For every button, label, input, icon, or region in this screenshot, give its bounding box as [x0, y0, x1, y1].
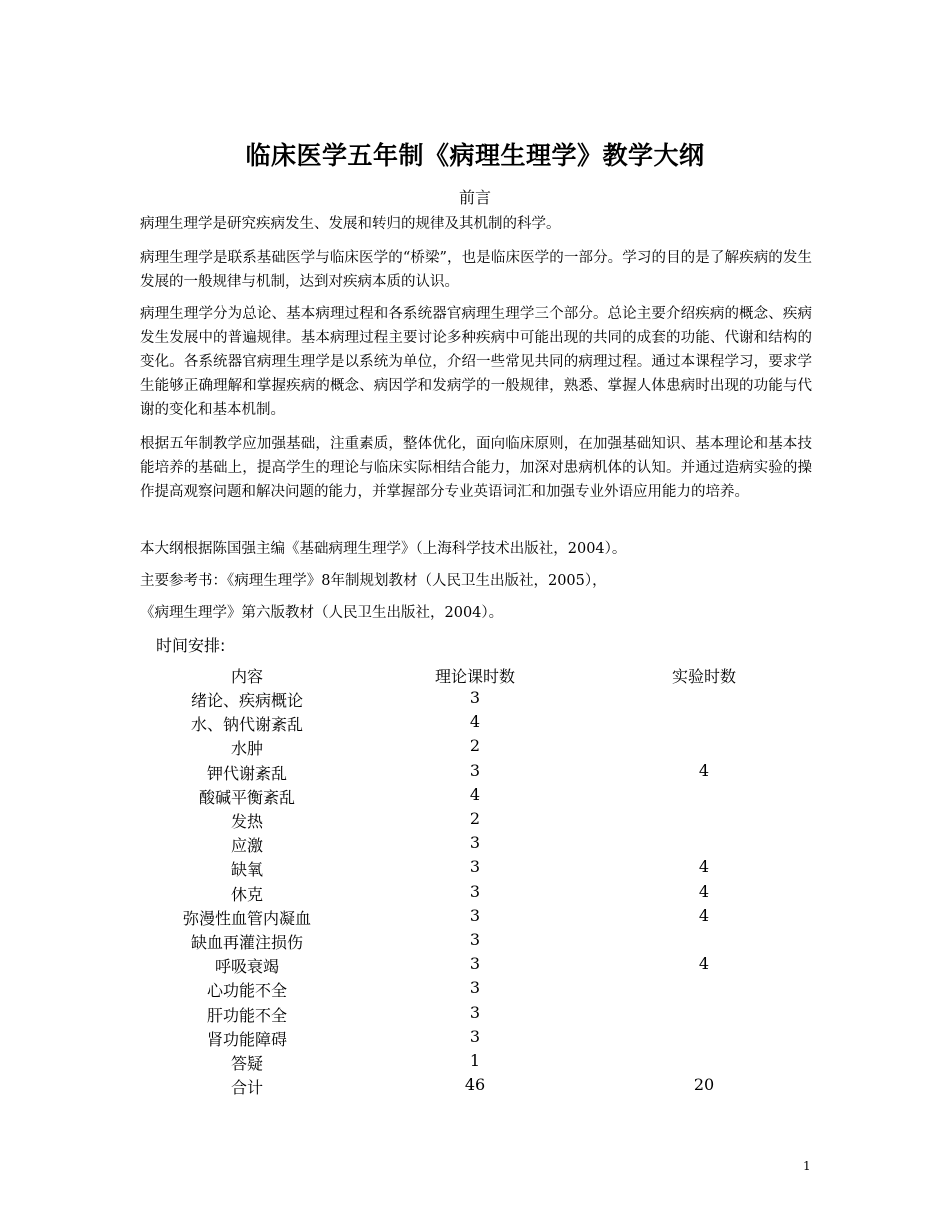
table-row: [0, 930, 950, 954]
table-row: [0, 833, 950, 857]
row-content: 心功能不全: [206, 981, 287, 1001]
row-theory-hours: 3: [469, 954, 481, 974]
reference-line-2: 《病理生理学》第六版教材（人民卫生出版社，2004）。: [140, 605, 504, 621]
document-title: 临床医学五年制《病理生理学》教学大纲: [245, 141, 705, 170]
table-row: [0, 688, 950, 712]
row-lab-hours: 20: [693, 1075, 715, 1095]
row-lab-hours: 4: [698, 954, 710, 974]
paragraph-2: 病理生理学是联系基础医学与临床医学的“桥梁”，也是临床医学的一部分。学习的目的是了解疾病的发生发展的一般规律与机制，达到对疾病本质的认识。: [140, 250, 812, 290]
row-lab-hours: 4: [698, 857, 710, 877]
paragraph-1: 病理生理学是研究疾病发生、发展和转归的规律及其机制的科学。: [140, 216, 561, 232]
table-row: [0, 857, 950, 881]
header-content: 内容: [230, 667, 263, 686]
row-theory-hours: 4: [469, 784, 481, 804]
table-row: [0, 761, 950, 785]
reference-line-1: 主要参考书：《病理生理学》8年制规划教材（人民卫生出版社，2005），: [140, 573, 607, 589]
paragraph-3: 病理生理学分为总论、基本病理过程和各系统器官病理生理学三个部分。总论主要介绍疾病的概念、疾病发生发展中的普遍规律。基本病理过程主要讨论多种疾病中可能出现的共同的成套的功能、代谢和结构的变化。各系统器官病理生理学是以系统为单位，介绍一些常见共同的病理过程。通过本课程学习，要求学生能够正确理解和掌握疾病的概念、病因学和发病学的一般规律，熟悉、掌握人体患病时出现的功能与代谢的变化和基本机制。: [140, 306, 812, 418]
row-content: 应激: [230, 836, 263, 856]
row-theory-hours: 3: [469, 688, 481, 707]
row-content: 呼吸衰竭: [214, 957, 279, 977]
row-theory-hours: 4: [469, 712, 481, 732]
row-content: 钾代谢紊乱: [206, 763, 287, 783]
table-row: [0, 954, 950, 978]
row-content: 酸碱平衡紊乱: [198, 787, 295, 807]
row-theory-hours: 3: [469, 760, 481, 780]
row-lab-hours: 4: [698, 760, 710, 780]
table-row: [0, 1003, 950, 1027]
row-lab-hours: 4: [698, 881, 710, 901]
row-content: 缺氧: [230, 860, 263, 880]
table-header-row: [0, 664, 950, 688]
table-row: [0, 1075, 950, 1099]
row-content: 水、钠代谢紊乱: [190, 715, 303, 735]
header-lab-hours: 实验时数: [671, 667, 736, 686]
table-row: [0, 785, 950, 809]
row-theory-hours: 2: [469, 736, 481, 756]
table-row: [0, 809, 950, 833]
row-content: 合计: [230, 1078, 263, 1098]
row-content: 发热: [230, 812, 263, 831]
table-row: [0, 978, 950, 1002]
table-row: [0, 736, 950, 760]
preface-heading: 前言: [458, 188, 491, 207]
schedule-heading: 时间安排:: [156, 636, 226, 655]
page-number: 1: [803, 1159, 811, 1173]
row-theory-hours: 3: [469, 881, 481, 901]
table-row: [0, 712, 950, 736]
row-content: 答疑: [230, 1054, 263, 1073]
row-theory-hours: 3: [469, 833, 481, 853]
table-row: [0, 1051, 950, 1075]
paragraph-4: 根据五年制教学应加强基础，注重素质，整体优化，面向临床原则，在加强基础知识、基本理论和基本技能培养的基础上，提高学生的理论与临床实际相结合能力，加深对患病机体的认知。并通过造病实验的操作提高观察问题和解决问题的能力，并掌握部分专业英语词汇和加强专业外语应用能力的培养。: [140, 436, 812, 500]
table-row: [0, 882, 950, 906]
row-content: 水肿: [230, 739, 263, 759]
row-theory-hours: 3: [469, 857, 481, 877]
header-theory-hours: 理论课时数: [434, 667, 515, 686]
row-theory-hours: 2: [469, 809, 481, 828]
row-theory-hours: 3: [469, 1002, 481, 1022]
row-theory-hours: 3: [469, 1026, 481, 1046]
outline-basis-line: 本大纲根据陈国强主编《基础病理生理学》（上海科学技术出版社，2004）。: [140, 541, 627, 557]
row-theory-hours: 3: [469, 978, 481, 998]
table-row: [0, 1027, 950, 1051]
row-content: 缺血再灌注损伤: [190, 933, 303, 952]
row-content: 弥漫性血管内凝血: [182, 908, 311, 928]
row-theory-hours: 3: [469, 905, 481, 925]
table-row: [0, 906, 950, 930]
row-content: 休克: [230, 884, 263, 904]
row-theory-hours: 3: [469, 930, 481, 949]
row-theory-hours: 1: [469, 1051, 481, 1070]
row-lab-hours: 4: [698, 905, 710, 925]
row-content: 肝功能不全: [206, 1005, 287, 1025]
row-content: 绪论、疾病概论: [190, 691, 303, 710]
row-theory-hours: 46: [464, 1075, 486, 1095]
row-content: 肾功能障碍: [206, 1029, 287, 1049]
